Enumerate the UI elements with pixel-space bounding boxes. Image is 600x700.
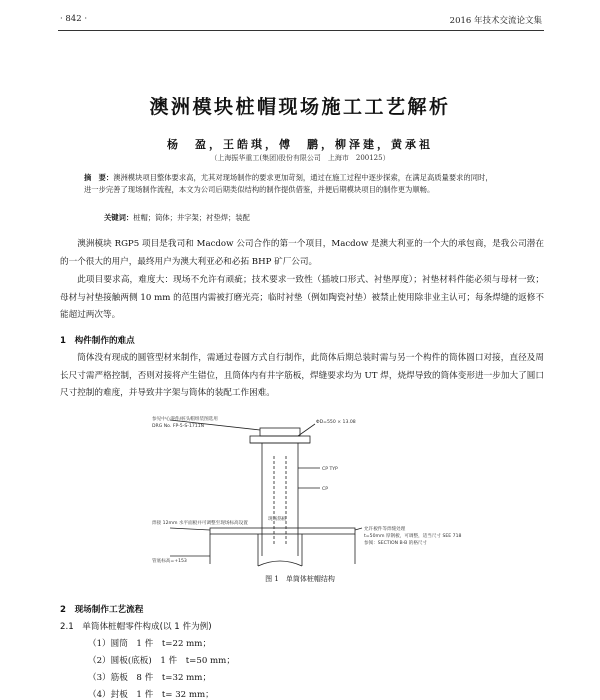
fig-label-ref2: DRG No. FP-5-S-1711N [152, 424, 205, 429]
fig-label-ref1: 参见中心零件/桩头帽组装图选用 [152, 417, 218, 422]
fig-label-section-mark: 现场筋板 [268, 517, 287, 522]
top-cap [260, 428, 300, 436]
abstract [84, 172, 498, 197]
part-item: （4）封板 1 件 t= 32 mm； [88, 690, 214, 700]
fig-label-cp-typ: CP TYP [322, 467, 338, 472]
header-rule [58, 30, 544, 31]
journal-title: 2016 年技术交流论文集 [449, 16, 542, 26]
base-plate [210, 528, 355, 534]
section-2-1-heading: 2.1 单筒体桩帽零件构成(以 1 件为例) [60, 622, 212, 632]
figure-1-caption: 图 1 单筒体桩帽结构 [265, 575, 335, 583]
keywords [104, 213, 250, 223]
part-item: （2）圆板(底板) 1 件 t=50 mm； [88, 656, 235, 666]
fig-label-right-note-2: t=50mm 厚钢板，可调整，适当尺寸 SEE 718 [364, 534, 462, 539]
paper-title: 澳洲模块桩帽现场施工工艺解析 [149, 96, 451, 118]
abstract-text: 澳洲模块项目整体要求高，尤其对现场制作的要求更加苛刻，通过在施工过程中逐步探索，在满足高质量要求的同时，进一步完善了现场制作流程，本文为公司后期类似结构的制作提供借鉴，并便后期模块项目的制作更为顺畅。 [84, 173, 493, 195]
intro-paragraph-1: 澳洲模块 RGP5 项目是我司和 Macdow 公司合作的第一个项目，Macdow 是澳大利亚的一个大的承包商，是我公司潜在的一个很大的用户，最终用户为澳大利亚必和必拓 BHP 矿厂公司。 [60, 239, 544, 267]
fig-label-bottom-note: 焊接 12mm 水平面板并可调整至现场标高设置 [152, 521, 248, 526]
fig-label-right-note-1: 允许板件等焊缝处理 [364, 527, 406, 532]
part-item: （3）筋板 8 件 t=32 mm； [88, 673, 212, 683]
fig-label-dim-bottom: 管底标高=+153 [152, 559, 187, 564]
top-flange [250, 436, 310, 443]
keywords-label: 关键词： [104, 213, 134, 222]
fig-label-dim-top: ΦD=550 × 13.08 [316, 420, 356, 425]
affiliation: （上海振华重工(集团)股份有限公司 上海市 200125） [210, 154, 390, 162]
section-2-heading: 2 现场制作工艺流程 [60, 605, 144, 615]
section-1-text: 筒体没有现成的圆管型材来制作，需通过卷圆方式自行制作，此筒体后期总装时需与另一个构件的筒体圆口对接，直径及周长尺寸需严格控制，否则对接将产生错位，且筒体内有井字筋板，焊缝要求均为 UT 焊，烧焊导致的筒体变形进一步加大了圆口尺寸控制的难度，并导致井字架与筒体的装配工作困难。 [60, 353, 544, 399]
figure-1-drawing [150, 416, 470, 570]
fig-label-right-note-3: 参阅：SECTION B-B 的格尺寸 [364, 541, 428, 546]
intro-paragraph-2: 此项目要求高，难度大：现场不允许有顽疵；技术要求一致性（插坡口形式、衬垫厚度）；衬垫材料件能必须与母材一致；母材与衬垫接触两侧 10 mm 的范围内需被打磨光亮；临时衬垫（例如陶瓷衬垫）被禁止使用除非业主认可；每条焊缝的返修不能超过两次等。 [60, 275, 544, 321]
keywords-text: 桩帽；筒体；井字架；衬垫焊；装配 [133, 213, 250, 222]
abstract-label: 摘 要： [84, 173, 114, 182]
authors: 杨 盈，王皓琪，傅 鹏，柳泽建，黄承祖 [167, 138, 433, 151]
part-item: （1）圆筒 1 件 t=22 mm； [88, 639, 212, 649]
section-1-heading: 1 构件制作的难点 [60, 336, 135, 346]
fig-label-cp: CP [322, 487, 328, 492]
page-number: · 842 · [60, 14, 88, 24]
